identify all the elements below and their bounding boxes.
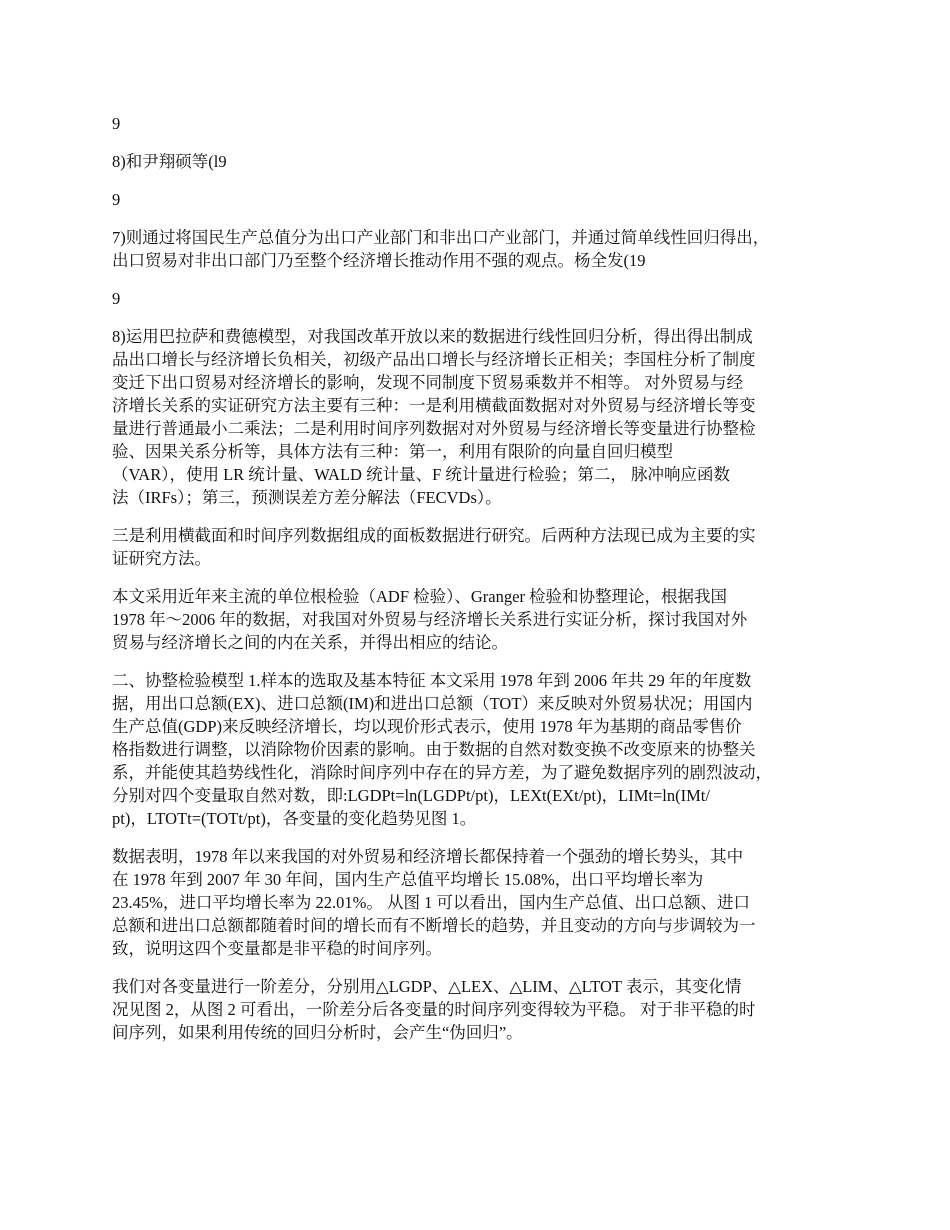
paragraph-2: 8)和尹翔硕等(l9 (112, 152, 227, 171)
paragraph-11: 我们对各变量进行一阶差分，分别用△LGDP、△LEX、△LIM、△LTOT 表示，其变化情 况见图 2，从图 2 可看出，一阶差分后各变量的时间序列变得较为平稳。 对于非平稳的时 间序列，如果利用传统的回归分析时，会产生“伪回归”。 (112, 977, 756, 1042)
document-body (112, 112, 854, 1059)
paragraph-9: 二、协整检验模型 1.样本的选取及基本特征 本文采用 1978 年到 2006 年共 29 年的年度数 据，用出口总额(EX)、进口总额(IM)和进出口总额（TOT）来反映对外贸易状况；用国内 生产总值(GDP)来反映经济增长，均以现价形式表示，使用 1978 年为基期的商品零售价 格指数进行调整，以消除物价因素的影响。由于数据的自然对数变换不改变原来的协整关 系，并能使其趋势线性化，消除时间序列中存在的异方差，为了避免数据序列的剧烈波动， 分别对四个变量取自然对数，即:LGDPt=ln(LGDPt/pt)，LEXt(EXt/pt)，LIMt=ln(IMt/ pt)，LTOTt=(TOTt/pt)，各变量的变化趋势见图 1。 (112, 671, 772, 828)
paragraph-4: 7)则通过将国民生产总值分为出口产业部门和非出口产业部门，并通过简单线性回归得出， 出口贸易对非出口部门乃至整个经济增长推动作用不强的观点。杨全发(19 (112, 228, 770, 270)
paragraph-1: 9 (112, 114, 121, 133)
paragraph-7: 三是利用横截面和时间序列数据组成的面板数据进行研究。后两种方法现已成为主要的实 证研究方法。 (112, 526, 756, 568)
paragraph-8: 本文采用近年来主流的单位根检验（ADF 检验）、Granger 检验和协整理论，根据我国 1978 年～2006 年的数据，对我国对外贸易与经济增长关系进行实证分析，探讨我国对外 贸易与经济增长之间的内在关系，并得出相应的结论。 (112, 587, 748, 652)
paragraph-3: 9 (112, 190, 121, 209)
paragraph-10: 数据表明，1978 年以来我国的对外贸易和经济增长都保持着一个强劲的增长势头，其中 在 1978 年到 2007 年 30 年间，国内生产总值平均增长 15.08%，出口平均增长率为 23.45%，进口平均增长率为 22.01%。 从图 1 可以看出，国内生产总值、出口总额、进口 总额和进出口总额都随着时间的增长而有不断增长的趋势，并且变动的方向与步调较为一 致，说明这四个变量都是非平稳的时间序列。 (112, 847, 756, 958)
paragraph-6: 8)运用巴拉萨和费德模型，对我国改革开放以来的数据进行线性回归分析，得出得出制成 品出口增长与经济增长负相关，初级产品出口增长与经济增长正相关；李国柱分析了制度 变迁下出口贸易对经济增长的影响，发现不同制度下贸易乘数并不相等。 对外贸易与经 济增长关系的实证研究方法主要有三种：一是利用横截面数据对对外贸易与经济增长等变 量进行普通最小二乘法；二是利用时间序列数据对对外贸易与经济增长等变量进行协整检 验、因果关系分析等，具体方法有三种：第一，利用有限阶的向量自回归模型 （VAR），使用 LR 统计量、WALD 统计量、F 统计量进行检验；第二， 脉冲响应函数 法（IRFs）；第三，预测误差方差分解法（FECVDs）。 (112, 327, 756, 507)
paragraph-5: 9 (112, 289, 121, 308)
